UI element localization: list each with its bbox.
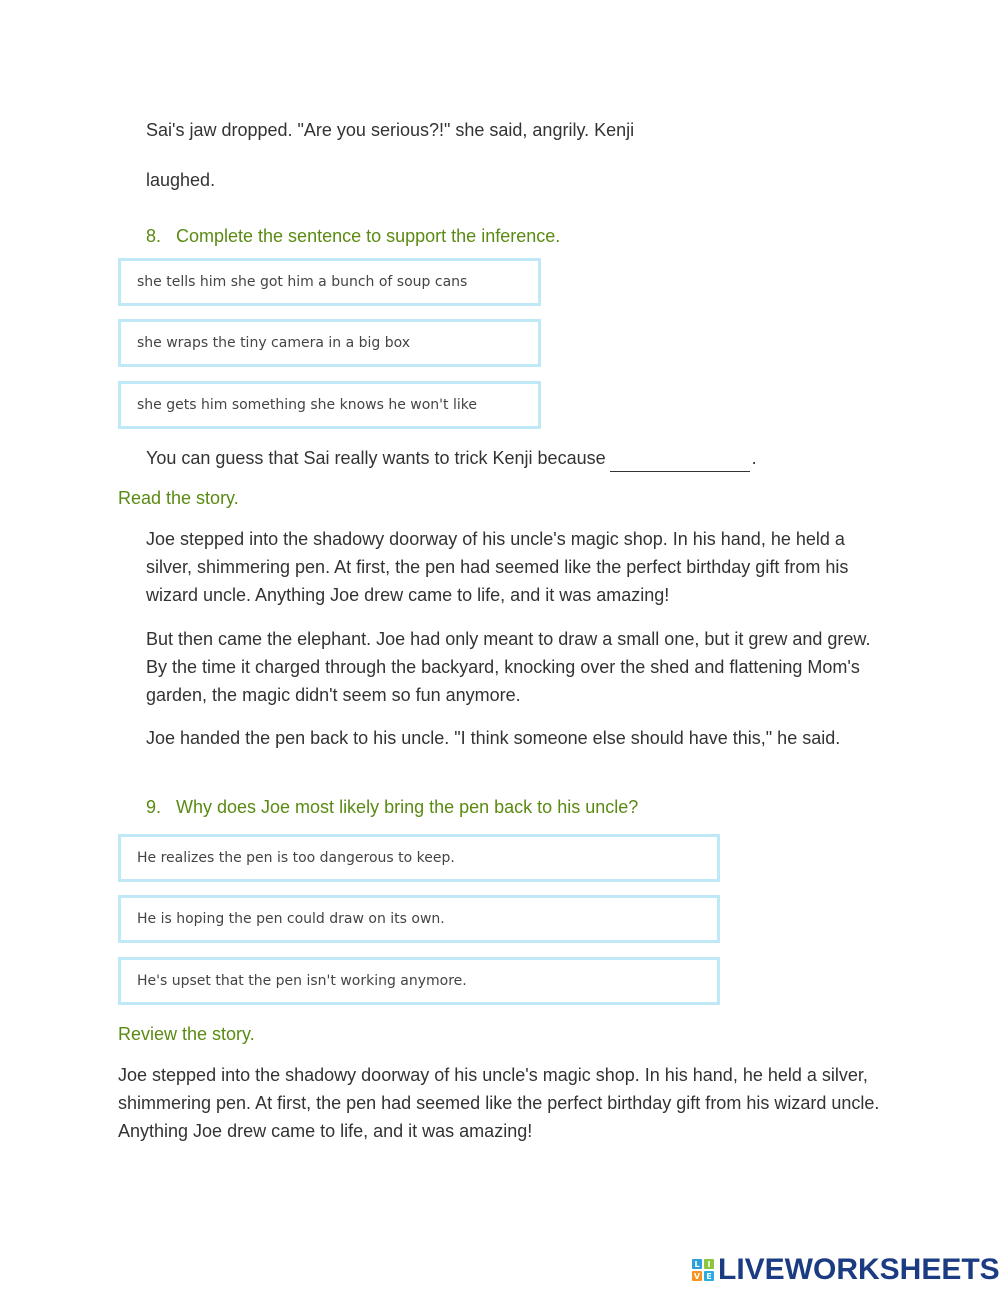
review-story-heading: Review the story. (118, 1024, 255, 1044)
q8-option-3-label: she gets him something she knows he won't like (137, 397, 477, 413)
q9-option-1[interactable] (118, 834, 720, 882)
q8-sentence (146, 444, 757, 472)
logo-letter-l: L (692, 1259, 702, 1269)
question-8-prompt (146, 224, 560, 248)
logo-letter-e: E (704, 1271, 714, 1281)
question-9-number: 9. (146, 797, 162, 817)
q9-option-2-label: He is hoping the pen could draw on its own. (137, 911, 445, 927)
question-8-text: Complete the sentence to support the inference. (176, 226, 561, 246)
logo-icon (692, 1259, 714, 1281)
answer-blank[interactable] (610, 451, 750, 472)
logo-letter-v: V (693, 1271, 701, 1281)
question-9-text: Why does Joe most likely bring the pen back to his uncle? (176, 797, 639, 817)
q8-sentence-end: . (751, 448, 757, 468)
liveworksheets-logo (692, 1252, 1000, 1288)
read-story-heading: Read the story. (118, 488, 239, 508)
q8-option-2[interactable] (118, 319, 541, 367)
question-8-number: 8. (146, 226, 162, 246)
story-paragraph-2: But then came the elephant. Joe had only meant to draw a small one, but it grew and grew. By the time it charged through the backyard, knocking over the shed and flattening Mom's garden, the magic didn't seem so fun anymore. (146, 629, 871, 705)
question-9-prompt (146, 795, 638, 819)
passage-line-2: laughed. (146, 170, 216, 190)
q8-option-1-label: she tells him she got him a bunch of soup cans (137, 274, 468, 290)
logo-text: LIVEWORKSHEETS (718, 1253, 1000, 1286)
passage-line-1: Sai's jaw dropped. "Are you serious?!" she said, angrily. Kenji (146, 120, 635, 140)
story-paragraph-1: Joe stepped into the shadowy doorway of his uncle's magic shop. In his hand, he held a silver, shimmering pen. At first, the pen had seemed like the perfect birthday gift from his wizard uncle. Anything Joe drew came to life, and it was amazing! (146, 529, 849, 605)
story-paragraph-3: Joe handed the pen back to his uncle. "I think someone else should have this," he said. (146, 728, 841, 748)
q9-option-1-label: He realizes the pen is too dangerous to keep. (137, 850, 455, 866)
review-paragraph: Joe stepped into the shadowy doorway of his uncle's magic shop. In his hand, he held a silver, shimmering pen. At first, the pen had seemed like the perfect birthday gift from his wizard uncle. Anything Joe drew came to life, and it was amazing! (118, 1065, 880, 1141)
q9-option-3[interactable] (118, 957, 720, 1005)
q8-sentence-start: You can guess that Sai really wants to trick Kenji because (146, 448, 606, 468)
q8-option-1[interactable] (118, 258, 541, 306)
q9-option-3-label: He's upset that the pen isn't working anymore. (137, 973, 467, 989)
q8-option-2-label: she wraps the tiny camera in a big box (137, 335, 411, 351)
logo-letter-i: I (704, 1259, 714, 1269)
q9-option-2[interactable] (118, 895, 720, 943)
q8-option-3[interactable] (118, 381, 541, 429)
